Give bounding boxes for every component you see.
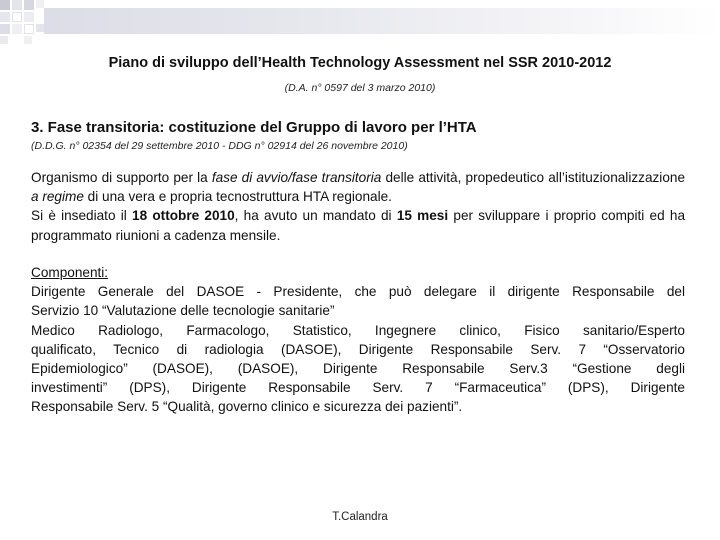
components-block [31, 263, 685, 417]
section-title: 3. Fase transitoria: costituzione del Gruppo di lavoro per l’HTA [31, 119, 477, 136]
intro-text: Si è insediato il [31, 208, 133, 224]
components-line: Epidemiologico” (DASOE), (DASOE), Dirigente Responsabile Serv.3 “Gestione degli [31, 361, 685, 377]
components-line: qualificato, Tecnico di radiologia (DASOE), Dirigente Responsabile Serv. 7 “Osservatorio [31, 341, 685, 357]
mandate-duration: 15 mesi [396, 208, 449, 224]
decor-square [0, 24, 10, 34]
decor-square [0, 36, 8, 44]
decor-square [36, 0, 44, 8]
intro-text: Organismo di supporto per la [31, 170, 212, 185]
decor-square [24, 0, 34, 10]
intro-emphasis: fase di avvio/fase transitoria [211, 170, 382, 185]
components-line: Servizio 10 “Valutazione delle tecnologie sanitarie” [31, 303, 335, 319]
start-date: 18 ottobre 2010 [132, 208, 235, 224]
components-heading: Componenti: [31, 265, 109, 280]
decor-square [12, 24, 22, 34]
decor-square [24, 24, 34, 34]
section-reference: (D.D.G. n° 02354 del 29 settembre 2010 - DDG n° 02914 del 26 novembre 2010) [31, 140, 408, 152]
intro-paragraph [31, 168, 685, 245]
components-line: Medico Radiologo, Farmacologo, Statistico, Ingegnere clinico, Fisico sanitario/Esperto [31, 322, 685, 338]
intro-emphasis: a regime [31, 189, 84, 205]
decor-square [24, 36, 32, 44]
intro-text: di una vera e propria tecnostruttura HTA regionale. [83, 189, 392, 205]
components-line: Dirigente Generale del DASOE - Presidente, che può delegare il dirigente Responsabile del [31, 284, 685, 300]
decor-square [12, 0, 22, 10]
header-gradient-bar [44, 8, 720, 34]
page-subtitle: (D.A. n° 0597 del 3 marzo 2010) [284, 82, 436, 94]
decor-square [24, 12, 34, 22]
decor-square [12, 12, 22, 22]
intro-text: , ha avuto un mandato di [234, 208, 397, 224]
components-line: Responsabile Serv. 5 “Qualità, governo clinico e sicurezza dei pazienti”. [31, 399, 463, 415]
components-line: investimenti” (DPS), Dirigente Responsabile Serv. 7 “Farmaceutica” (DPS), Dirigente [31, 380, 685, 396]
intro-text: delle attività, propedeutico all’istituzionalizzazione [381, 170, 686, 185]
decor-square [0, 0, 10, 10]
page-title: Piano di sviluppo dell’Health Technology Assessment nel SSR 2010-2012 [108, 55, 612, 71]
footer-author: T.Calandra [332, 511, 388, 523]
intro-text: per sviluppare i proprio compiti ed ha programmato riunioni a cadenza mensile. [31, 208, 686, 243]
decor-square [36, 24, 44, 32]
decor-square [0, 12, 10, 22]
header-decoration [0, 0, 720, 50]
